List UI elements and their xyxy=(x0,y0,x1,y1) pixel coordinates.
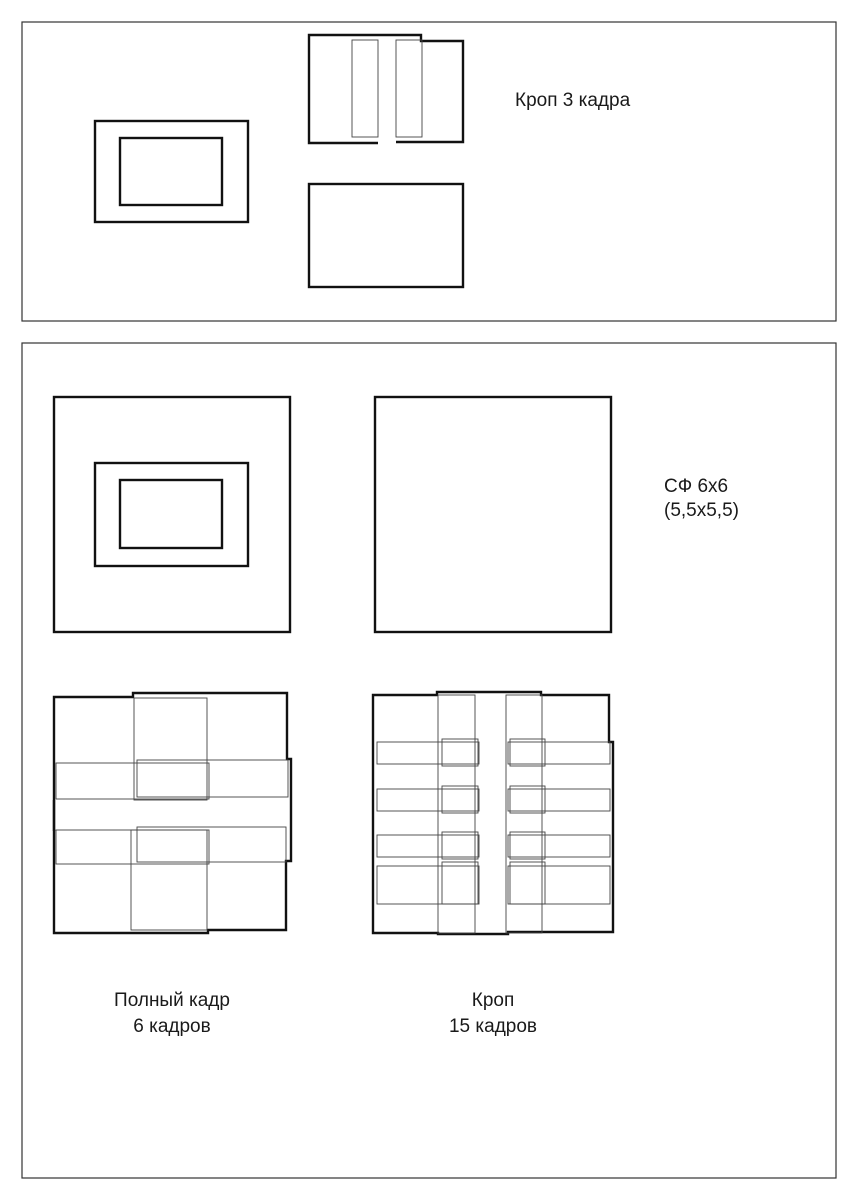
top-panel-label: Кроп 3 кадра xyxy=(515,90,631,111)
ff-shot-h-right-1 xyxy=(137,760,288,797)
crop-sensor xyxy=(120,480,222,548)
medium-format-frame-with-sensors xyxy=(54,397,290,632)
crop-stitch-outline xyxy=(373,692,613,934)
crop-shot-h-row2 xyxy=(377,789,479,811)
bottom-panel-border xyxy=(22,343,836,1178)
stitch-right-frame xyxy=(352,35,463,142)
ff-shot-v-top xyxy=(134,698,207,800)
crop-label-line2: 15 кадров xyxy=(448,1016,538,1037)
crop-shot-v-col1 xyxy=(438,695,475,933)
crop-shot-sq-5 xyxy=(442,832,478,859)
crop-shot-h-row3b xyxy=(508,835,610,857)
crop-label-line1: Кроп xyxy=(471,990,515,1011)
ff-shot-h-right-2 xyxy=(137,827,286,862)
full-frame-label-line1: Полный кадр xyxy=(114,990,230,1011)
crop-shot-h-row1 xyxy=(377,742,479,764)
crop-shot-sq-7 xyxy=(442,862,478,904)
crop-shot-h-row3 xyxy=(377,835,479,857)
medium-format-frame xyxy=(375,397,611,632)
crop-shot-h-row4 xyxy=(377,866,479,904)
top-panel-border xyxy=(22,22,836,321)
crop-15-shot-stitch xyxy=(373,692,613,934)
full-frame-label-line2: 6 кадров xyxy=(133,1016,211,1037)
crop-shot-sq-6 xyxy=(510,832,545,859)
ff-stitch-outline xyxy=(54,693,291,933)
crop-shot-h-row4b xyxy=(508,866,610,904)
stitch-strip-right xyxy=(396,40,422,137)
crop-shot-h-row1b xyxy=(508,742,610,764)
medium-format-size-label: (5,5х5,5) xyxy=(664,500,739,521)
crop-result-frame xyxy=(309,184,463,287)
crop-shot-h-row2b xyxy=(508,789,610,811)
crop-frame-outline xyxy=(120,138,222,205)
crop-shot-sq-4 xyxy=(510,786,545,813)
crop-shot-sq-8 xyxy=(510,862,545,904)
crop-3-shot-stitch xyxy=(309,35,463,143)
full-frame-outline xyxy=(95,121,248,222)
medium-format-label: СФ 6х6 xyxy=(664,476,729,497)
ff-shot-h-left-1 xyxy=(56,763,209,799)
full-frame-6-shot-stitch xyxy=(54,693,291,933)
crop-shot-sq-1 xyxy=(442,739,478,766)
crop-shot-sq-3 xyxy=(442,786,478,813)
full-frame-sensor xyxy=(95,463,248,566)
ff-shot-v-bottom xyxy=(131,830,207,930)
crop-shot-sq-2 xyxy=(510,739,545,766)
crop-shot-v-col2 xyxy=(506,695,542,933)
ff-shot-h-left-2 xyxy=(56,830,209,864)
stitch-strip-left xyxy=(352,40,378,137)
stitch-left-frame xyxy=(309,35,378,143)
